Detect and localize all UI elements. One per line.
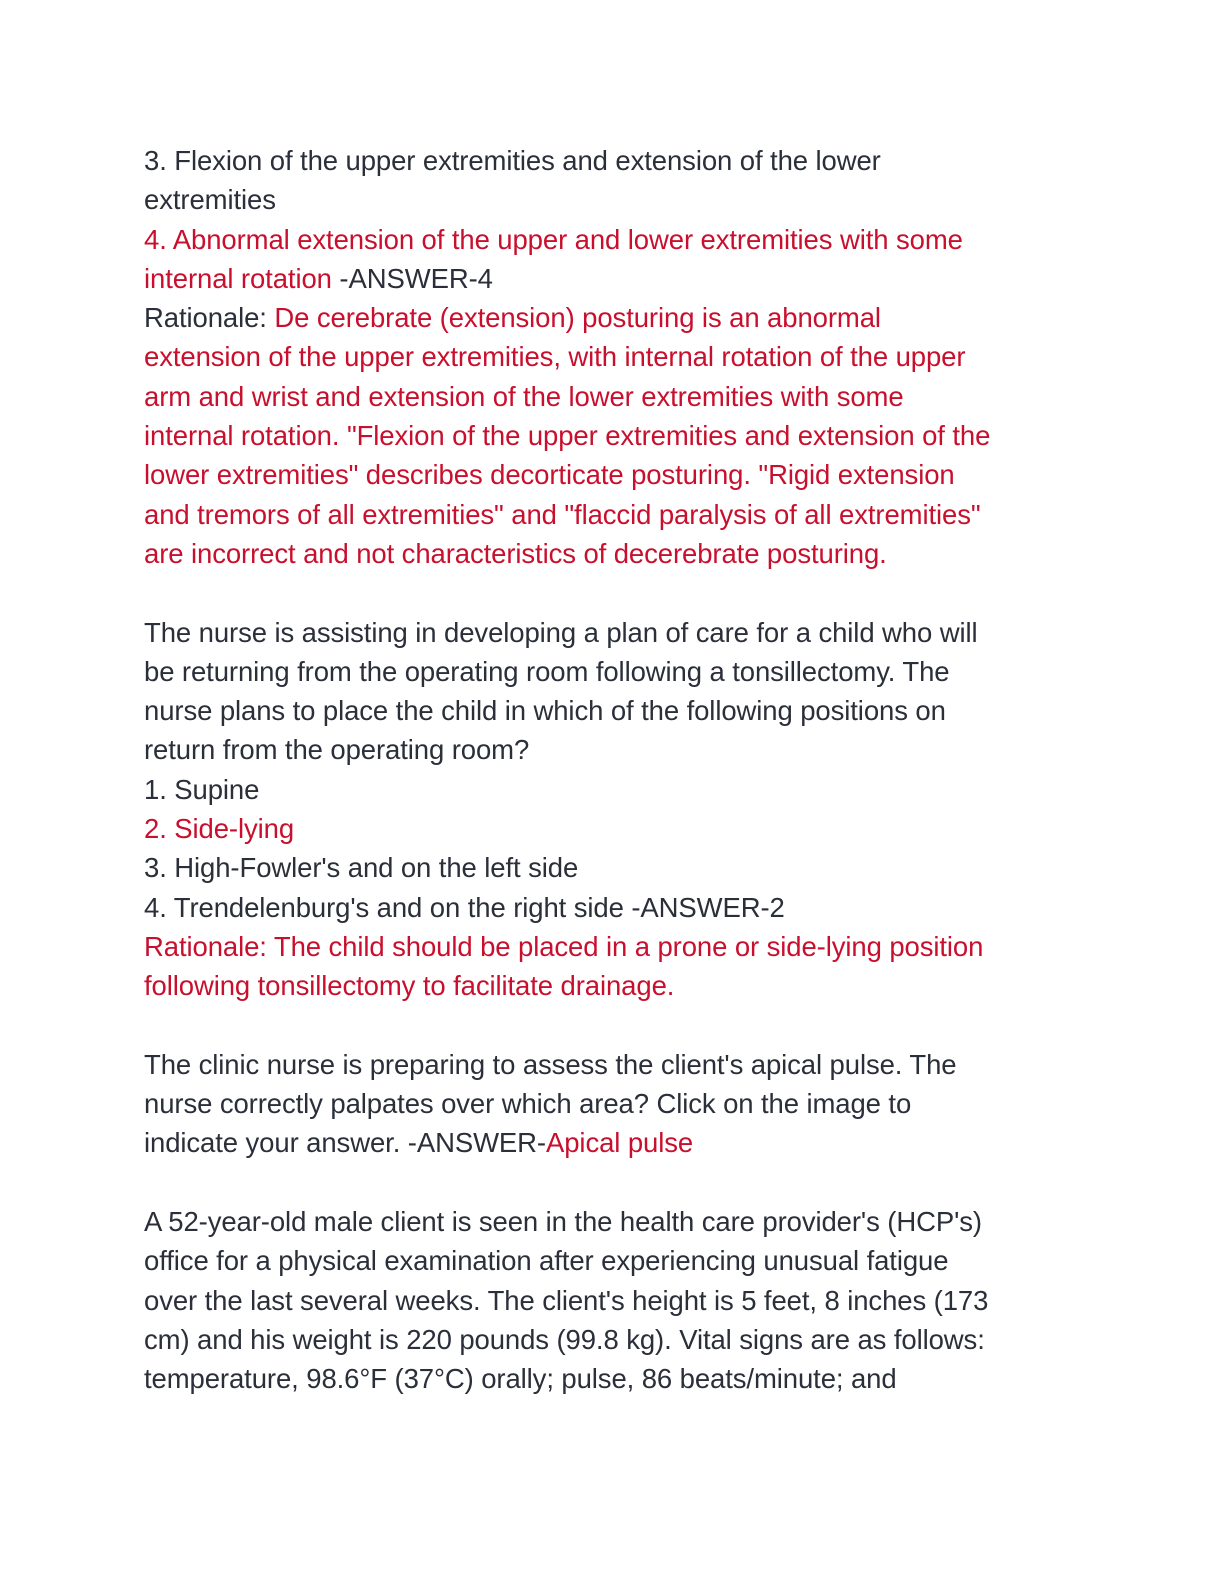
q1-rationale-line-7: are incorrect and not characteristics of decerebrate posturing. <box>144 537 887 569</box>
q1-option-4-line-2 <box>144 259 1084 298</box>
q3-stem-text: indicate your answer. -ANSWER- <box>144 1127 546 1159</box>
q1-rationale-line-1 <box>144 298 1084 337</box>
q1-option-3-line-1: 3. Flexion of the upper extremities and extension of the lower <box>144 145 881 176</box>
q3-stem-line-1: The clinic nurse is preparing to assess the client's apical pulse. The <box>144 1048 957 1080</box>
q4-stem-line-2: office for a physical examination after experiencing unusual fatigue <box>144 1245 949 1277</box>
paragraph-spacer <box>144 1006 1084 1045</box>
q2-stem-line-3: nurse plans to place the child in which of the following positions on <box>144 695 946 727</box>
question-2 <box>144 613 1084 1006</box>
question-4 <box>144 1202 1084 1398</box>
q2-option-3: 3. High-Fowler's and on the left side <box>144 852 579 884</box>
q2-option-1: 1. Supine <box>144 773 260 805</box>
q3-stem-line-2: nurse correctly palpates over which area? Click on the image to <box>144 1088 912 1120</box>
q1-option-3-line-2: extremities <box>144 184 276 216</box>
q1-option-4-text: internal rotation <box>144 262 332 294</box>
q2-rationale-line-1: Rationale: The child should be placed in a prone or side-lying position <box>144 930 984 962</box>
q4-stem-line-4: cm) and his weight is 220 pounds (99.8 kg). Vital signs are as follows: <box>144 1323 985 1355</box>
q2-stem-line-2: be returning from the operating room following a tonsillectomy. The <box>144 655 950 687</box>
question-3 <box>144 1045 1084 1163</box>
q4-stem-line-1: A 52-year-old male client is seen in the health care provider's (HCP's) <box>144 1206 982 1238</box>
paragraph-spacer <box>144 1163 1084 1202</box>
paragraph-spacer <box>144 573 1084 612</box>
q4-stem-line-3: over the last several weeks. The client's height is 5 feet, 8 inches (173 <box>144 1284 989 1316</box>
question-1 <box>144 141 1084 573</box>
q1-rationale-text: De cerebrate (extension) posturing is an abnormal <box>274 302 881 334</box>
q4-stem-line-5: temperature, 98.6°F (37°C) orally; pulse, 86 beats/minute; and <box>144 1363 897 1395</box>
q3-answer: Apical pulse <box>546 1127 694 1159</box>
q2-stem-line-4: return from the operating room? <box>144 734 530 766</box>
q1-rationale-label: Rationale: <box>144 302 275 334</box>
q2-rationale-line-2: following tonsillectomy to facilitate drainage. <box>144 970 675 1002</box>
q2-option-4: 4. Trendelenburg's and on the right side -ANSWER-2 <box>144 891 785 923</box>
document-body <box>144 141 1084 1399</box>
q3-stem-line-3 <box>144 1123 1084 1162</box>
q1-rationale-line-2: extension of the upper extremities, with internal rotation of the upper <box>144 341 966 373</box>
q2-stem-line-1: The nurse is assisting in developing a plan of care for a child who will <box>144 616 978 648</box>
q1-rationale-line-5: lower extremities" describes decorticate posturing. "Rigid extension <box>144 459 955 491</box>
q1-answer: -ANSWER-4 <box>331 262 493 294</box>
q1-option-4-line-1: 4. Abnormal extension of the upper and lower extremities with some <box>144 223 963 255</box>
q2-option-2-correct: 2. Side-lying <box>144 813 295 845</box>
q1-rationale-line-3: arm and wrist and extension of the lower extremities with some <box>144 380 904 412</box>
q1-rationale-line-4: internal rotation. "Flexion of the upper extremities and extension of the <box>144 420 991 452</box>
q1-rationale-line-6: and tremors of all extremities" and "flaccid paralysis of all extremities" <box>144 498 981 530</box>
